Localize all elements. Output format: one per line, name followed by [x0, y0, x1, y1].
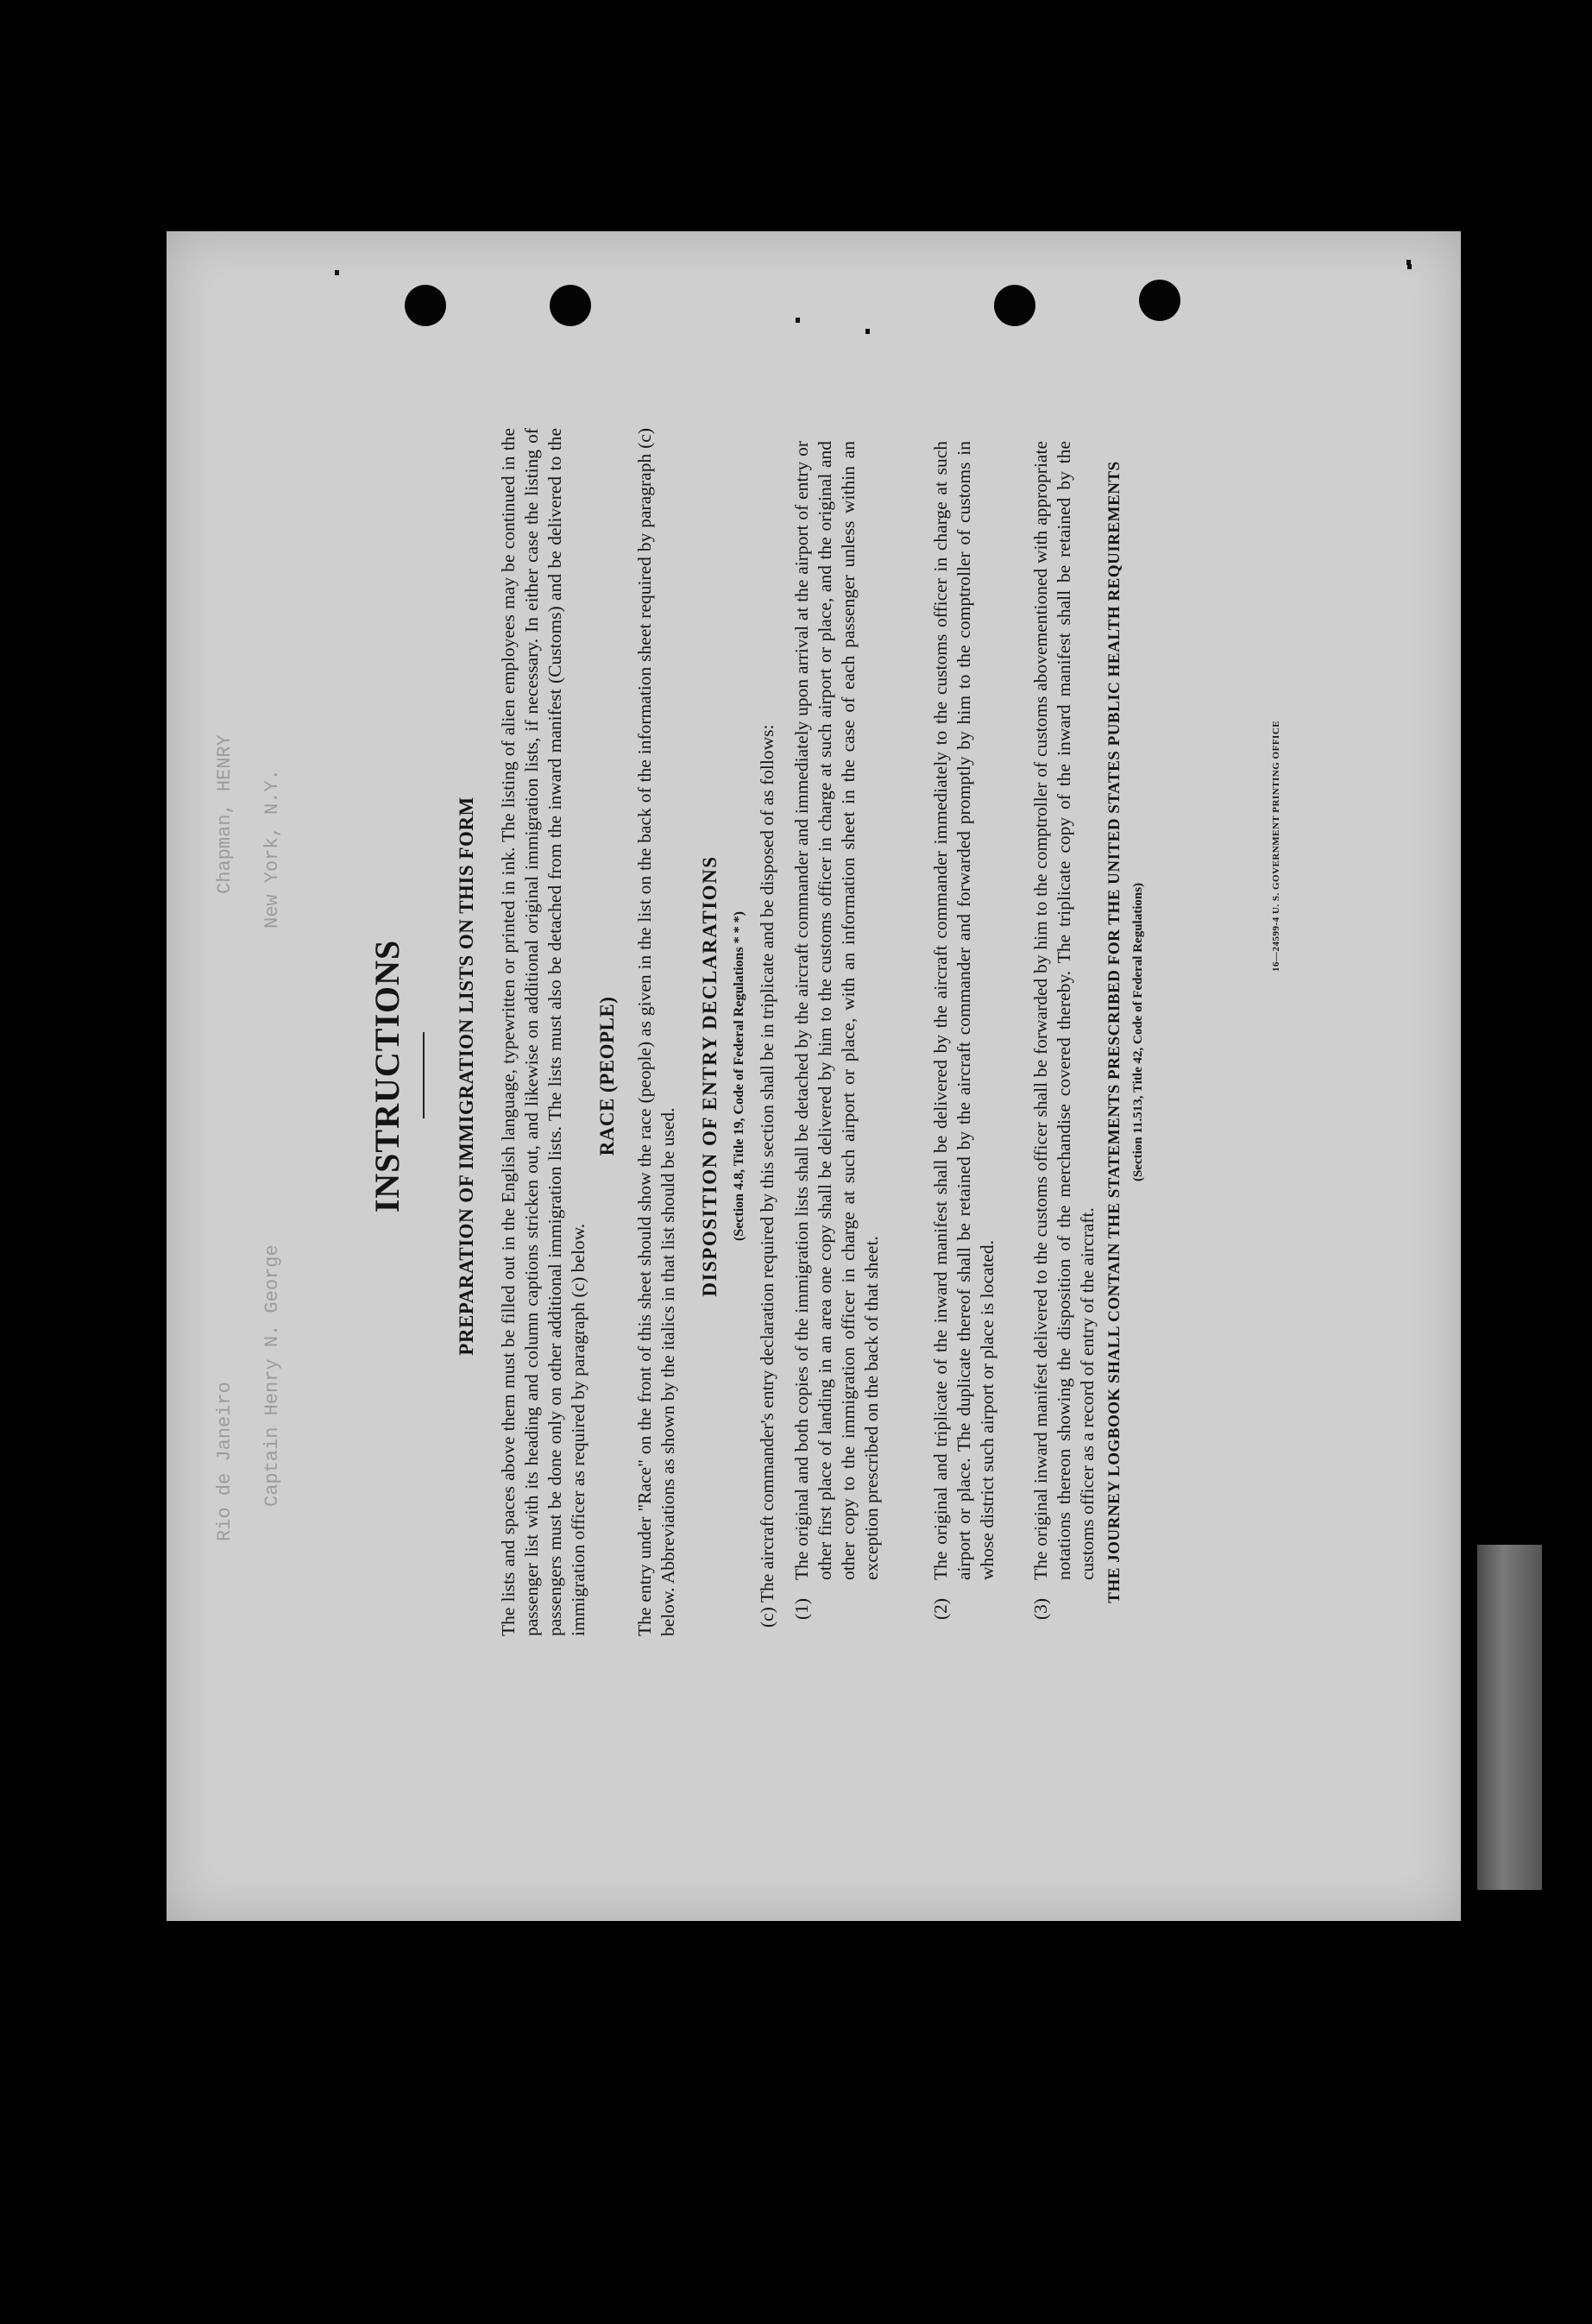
punch-hole-icon [994, 285, 1035, 326]
section-heading-preparation: PREPARATION OF IMMIGRATION LISTS ON THIS FORM [456, 797, 477, 1356]
item-number: (3) [1030, 1597, 1051, 1620]
footer-statement: THE JOURNEY LOGBOOK SHALL CONTAIN THE STATEMENTS PRESCRIBED FOR THE UNITED STATES PUBLIC HEALTH REQUIREMENTS [1105, 461, 1123, 1603]
footer-citation: (Section 11.513, Title 42, Code of Federal Regulations) [1131, 882, 1145, 1182]
item-text: The original and both copies of the immigration lists shall be detached by the aircraft commander and immediately upon arrival at the airport of entry or other first place of landing in an area one copy shall be delivered by him to the customs officer in charge at such airport or place, and the original and other copy to the immigration officer in charge at such airport or place, with an information sheet in the case of each passenger unless within an exception prescribed on the back of that sheet. [791, 441, 882, 1580]
printer-imprint: 16—24599-4 U. S. GOVERNMENT PRINTING OFFICE [1271, 720, 1281, 972]
bleed-through-text: Rio de Janeiro [214, 1382, 236, 1541]
preparation-text: The lists and spaces above them must be filled out in the English language, typewritten or printed in ink. The listing of alien employees may be continued in the passenger list with its heading and column captions stricken out, and likewise on additional original immigration lists, if necessary. In either case the listing of passengers must be done only on other additional immigration lists. The lists must also be detached from the inward manifest (Customs) and be delivered to the immigration officer as required by paragraph (c) below. [498, 428, 588, 1636]
title-rule [423, 1032, 425, 1118]
disposition-item [790, 441, 884, 1620]
rotated-content [167, 231, 1461, 1921]
punch-hole-icon [405, 285, 446, 326]
punch-hole-icon [1139, 280, 1180, 321]
speck [865, 329, 870, 334]
document-sheet [167, 231, 1461, 1921]
speck [796, 318, 800, 323]
bleed-through-text: New York, N.Y. [261, 769, 283, 929]
bleed-through-text: Captain Henry N. George [261, 1244, 283, 1507]
speck [335, 270, 339, 275]
item-text: The original and triplicate of the inward manifest shall be delivered by the aircraft commander immediately to the customs officer in charge at such airport or place. The duplicate thereof shall be retained by the aircraft commander and forwarded promptly by him to the comptroller of customs in whose district such airport or place is located. [930, 441, 997, 1580]
bleed-through-text: Chapman, HENRY [214, 734, 236, 894]
punch-hole-icon [550, 285, 591, 326]
disposition-item [929, 441, 999, 1620]
race-text: The entry under "Race" on the front of this sheet should show the race (people) as given in the list on the back of the information sheet required by paragraph (c) below. Abbreviations as shown by the italics in that list should be used. [634, 428, 678, 1636]
page-title: INSTRUCTIONS [368, 939, 406, 1213]
section-heading-disposition: DISPOSITION OF ENTRY DECLARATIONS [699, 855, 720, 1297]
disposition-item [1029, 441, 1099, 1620]
item-number: (2) [930, 1597, 951, 1620]
disposition-intro: (c) The aircraft commander's entry declaration required by this section shall be in triplicate and be disposed of as follows: [757, 724, 777, 1628]
speck [1406, 260, 1411, 265]
section-subheading-disposition: (Section 4.8, Title 19, Code of Federal Regulations * * *) [732, 910, 746, 1242]
item-number: (1) [791, 1597, 812, 1620]
item-text: The original inward manifest delivered to the customs officer shall be forwarded by him to the comptroller of customs abovementioned with appropriate notations thereon showing the disposition of the merchandise covered thereby. The triplicate copy of the inward manifest shall be retained by the customs officer as a record of entry of the aircraft. [1030, 441, 1098, 1580]
section-heading-race: RACE (PEOPLE) [596, 996, 618, 1156]
binding-strip [1477, 1545, 1542, 1890]
